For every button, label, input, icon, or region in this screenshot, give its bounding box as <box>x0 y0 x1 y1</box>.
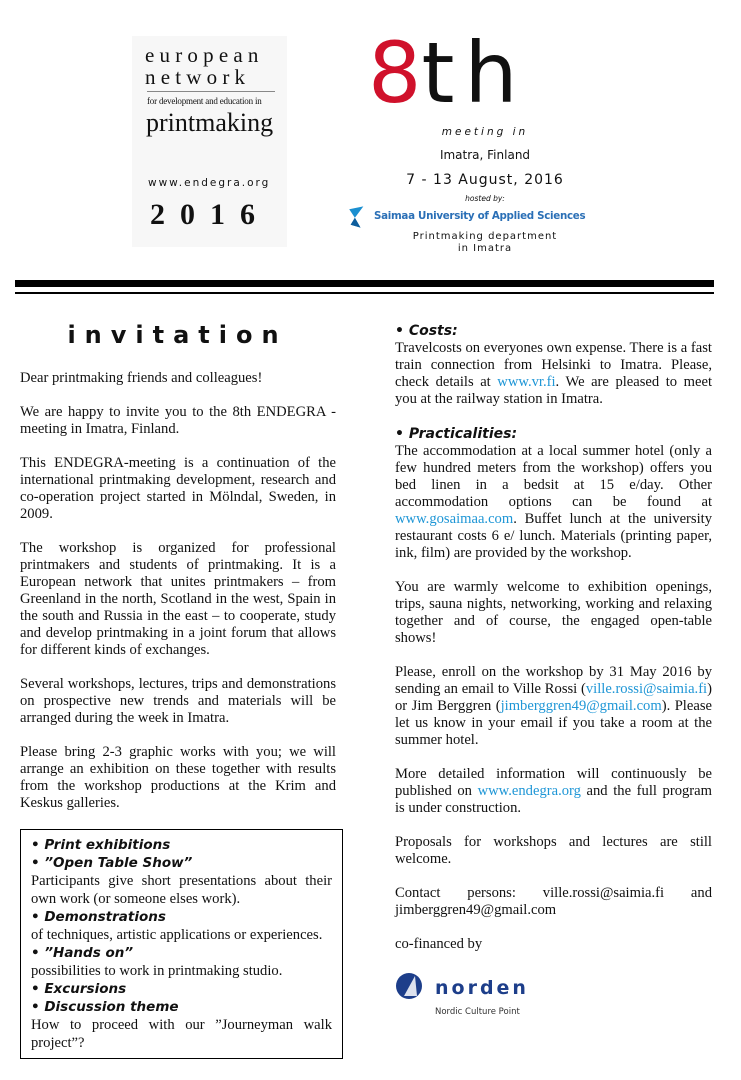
section <box>395 936 712 953</box>
text-segment: Please, enroll on the workshop by 31 May 2016 by sending an email to Ville Rossi ( <box>395 664 712 697</box>
program-item-text: Participants give short presentations about their own work (or someone elses work). <box>31 873 332 907</box>
section <box>395 885 712 919</box>
ordinal-number: 8 <box>368 24 422 122</box>
program-item-text: How to proceed with our ”Journeyman walk project”? <box>31 1017 332 1051</box>
saimaa-logo <box>346 205 586 229</box>
link[interactable]: jimberggren49@gmail.com <box>500 698 662 714</box>
host-dept-line: Printmaking department <box>412 231 558 242</box>
norden-subtitle: Nordic Culture Point <box>435 1007 520 1017</box>
text-segment: More detailed information will continuously be published on <box>395 766 712 799</box>
section <box>395 579 712 647</box>
link[interactable]: www.gosaimaa.com <box>395 511 514 527</box>
link[interactable]: www.endegra.org <box>477 783 581 799</box>
right-column <box>395 322 712 1022</box>
logo-line-network: network <box>145 65 251 89</box>
section <box>395 766 712 817</box>
program-item-text: of techniques, artistic applications or experiences. <box>31 927 323 943</box>
ordinal-suffix: th <box>421 24 528 122</box>
meeting-ordinal <box>368 24 528 122</box>
program-box <box>20 829 343 1059</box>
logo-url[interactable]: www.endegra.org <box>148 177 271 189</box>
text-segment: Travelcosts on everyones own expense. There is a fast train connection from Helsinki to Imatra. Please, check details at <box>395 340 712 390</box>
host-dept-line: in Imatra <box>457 243 513 254</box>
logo-line-european: european <box>145 43 264 67</box>
program-item-heading: • Discussion theme <box>31 999 179 1015</box>
program-item-heading: • Excursions <box>31 981 127 997</box>
program-item-heading: • ”Open Table Show” <box>31 855 193 871</box>
text-segment: Proposals for workshops and lectures are still welcome. <box>395 834 712 867</box>
dates: 7 - 13 August, 2016 <box>406 172 564 188</box>
text-segment: Please bring 2-3 graphic works with you; we will arrange an exhibition on these together with results from the workshop productions at the Krim and Keskus galleries. <box>20 744 336 811</box>
program-item-text: possibilities to work in printmaking studio. <box>31 963 283 979</box>
logo-tagline: for development and education in <box>147 96 262 106</box>
text-segment: . Buffet lunch at the university restaurant costs 6 e/ lunch. Materials (printing paper, ink, film) are provided by the workshop. <box>395 511 712 561</box>
page-title: invitation <box>67 321 288 349</box>
paragraph <box>20 744 336 812</box>
paragraph <box>20 540 336 659</box>
left-paragraphs <box>20 370 336 812</box>
text-segment: . We are pleased to meet you at the railway station in Imatra. <box>395 374 713 407</box>
text-segment: Dear printmaking friends and colleagues! <box>20 370 263 386</box>
logo-year: 2016 <box>150 198 270 231</box>
text-segment: ). Please let us know in your email if you take a room at the summer hotel. <box>395 698 712 748</box>
text-segment: The workshop is organized for professional printmakers and students of printmaking. It is a European network that unites printmakers – from Greenland in the north, Scotland in the west, Spain in the south and Russia in the east – to cooperate, study and develop printmaking in a joint forum that allows for different kinds of exchanges. <box>20 540 336 658</box>
meeting-in: meeting in <box>441 126 529 138</box>
paragraph <box>20 370 336 387</box>
text-segment: and the full program is under construction. <box>395 783 712 816</box>
left-column <box>20 370 336 1059</box>
section <box>395 322 712 408</box>
text-segment: The accommodation at a local summer hotel (only a few hundred meters from the workshop) offers you bed linen in a bedsit at 15 e/day. Other accommodation options can be found at <box>395 443 712 510</box>
location: Imatra, Finland <box>439 148 531 162</box>
endegra-logo <box>132 36 287 247</box>
norden-swan-icon <box>395 970 555 1022</box>
link[interactable]: ville.rossi@saimia.fi <box>585 681 708 697</box>
text-segment: You are warmly welcome to exhibition openings, trips, sauna nights, networking, working and relaxing together and of course, the engaged open-table shows! <box>395 579 712 646</box>
hosted-by: hosted by: <box>465 194 505 203</box>
program-item-heading: • Demonstrations <box>31 909 166 925</box>
host-name: Saimaa University of Applied Sciences <box>374 210 586 222</box>
right-blocks <box>395 322 712 953</box>
text-segment: ) or Jim Berggren ( <box>395 681 712 714</box>
divider-thin <box>15 292 714 294</box>
paragraph <box>20 455 336 523</box>
norden-logo <box>395 970 555 1022</box>
logo-printmaking: printmaking <box>146 108 274 137</box>
link[interactable]: www.vr.fi <box>497 374 556 390</box>
section <box>395 664 712 749</box>
paragraph <box>20 676 336 727</box>
section <box>395 834 712 868</box>
text-segment: Several workshops, lectures, trips and demonstrations on prospective new trends and materials will be arranged during the week in Imatra. <box>20 676 336 726</box>
section-heading: • Costs: <box>395 323 458 339</box>
text-segment: We are happy to invite you to the 8th ENDEGRA -meeting in Imatra, Finland. <box>20 404 336 437</box>
host-department <box>350 231 620 255</box>
norden-wordmark: norden <box>435 977 529 999</box>
text-segment: co-financed by <box>395 936 483 952</box>
divider-thick <box>15 280 714 287</box>
logo-divider <box>147 91 275 92</box>
saimaa-emblem-icon <box>346 205 368 229</box>
section-heading: • Practicalities: <box>395 426 518 442</box>
text-segment: This ENDEGRA-meeting is a continuation of the international printmaking development, research and co-operation project started in Mölndal, Sweden, in 2009. <box>20 455 336 522</box>
program-item-heading: • ”Hands on” <box>31 945 134 961</box>
paragraph <box>20 404 336 438</box>
section <box>395 425 712 562</box>
text-segment: Contact persons: ville.rossi@saimia.fi and jimberggren49@gmail.com <box>395 885 712 918</box>
program-item-heading: • Print exhibitions <box>31 837 171 853</box>
